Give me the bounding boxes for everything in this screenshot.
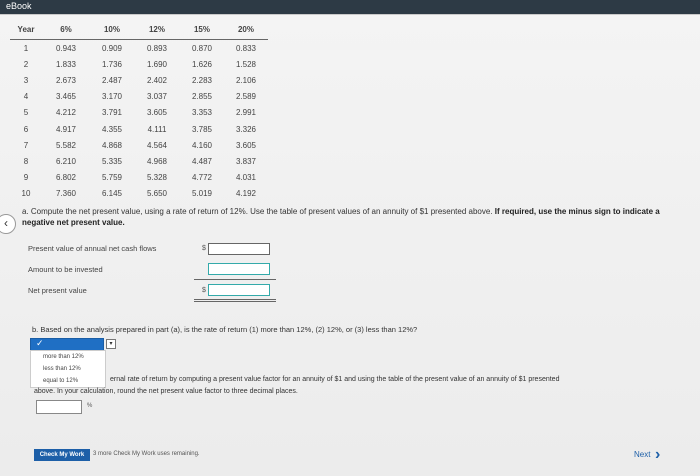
factor-cell: 5.582 [55, 140, 77, 150]
factor-cell: 2.991 [235, 108, 257, 118]
year-cell: 10 [21, 189, 31, 199]
dropdown-option[interactable]: equal to 12% [43, 378, 79, 384]
factor-cell: 3.791 [101, 108, 123, 118]
dropdown-option[interactable]: less than 12% [43, 366, 81, 372]
table-row [10, 121, 268, 137]
sum-rule [194, 279, 276, 280]
total-rule-double [194, 301, 276, 302]
table-row [10, 56, 268, 72]
factor-cell: 4.355 [101, 124, 123, 134]
check-my-work-button[interactable]: Check My Work [34, 449, 90, 461]
percent-label: % [87, 403, 93, 409]
factor-cell: 3.785 [191, 124, 213, 134]
factor-cell: 4.772 [191, 173, 213, 183]
factor-cell: 3.170 [101, 92, 123, 102]
dollar-sign: $ [202, 287, 206, 294]
factor-cell: 1.690 [146, 59, 168, 69]
question-a-text: a. Compute the net present value, using a rate of return of 12%. Use the table of present values of an annuity of $1 presented above. [22, 207, 493, 216]
total-rule [194, 299, 276, 300]
factor-cell: 4.031 [235, 173, 257, 183]
year-cell: 2 [23, 59, 29, 69]
amount-invested-input[interactable] [208, 263, 270, 275]
year-cell: 8 [23, 156, 29, 166]
factor-cell: 4.564 [146, 140, 168, 150]
factor-cell: 6.210 [55, 156, 77, 166]
factor-cell: 2.283 [191, 75, 213, 85]
divider [0, 14, 700, 15]
irr-input[interactable] [36, 400, 82, 414]
factor-cell: 3.605 [235, 140, 257, 150]
year-cell: 9 [23, 173, 29, 183]
question-c-text-2: above. In your calculation, round the net present value factor to three decimal places. [34, 388, 298, 395]
factor-cell: 2.487 [101, 75, 123, 85]
factor-cell: 3.837 [235, 156, 257, 166]
factor-cell: 5.328 [146, 173, 168, 183]
question-a [22, 206, 692, 228]
back-arrow-icon[interactable]: ‹ [0, 214, 16, 234]
table-row [10, 72, 268, 88]
col-12pct: 12% [134, 20, 180, 40]
factor-cell: 4.487 [191, 156, 213, 166]
col-year: Year [10, 20, 42, 40]
question-a-bold: If required, use the minus sign to indicate a negative net present value. [22, 207, 660, 227]
factor-cell: 6.145 [101, 189, 123, 199]
year-cell: 4 [23, 92, 29, 102]
factor-cell: 0.943 [55, 43, 77, 53]
factor-cell: 0.833 [235, 43, 257, 53]
table-row [10, 40, 268, 57]
col-6pct: 6% [42, 20, 90, 40]
factor-cell: 0.870 [191, 43, 213, 53]
factor-cell: 4.917 [55, 124, 77, 134]
factor-cell: 3.326 [235, 124, 257, 134]
factor-cell: 2.855 [191, 92, 213, 102]
check-remaining-note: 3 more Check My Work uses remaining. [93, 451, 200, 457]
table-row [10, 89, 268, 105]
factor-cell: 5.019 [191, 189, 213, 199]
factor-cell: 3.353 [191, 108, 213, 118]
factor-cell: 4.868 [101, 140, 123, 150]
rate-dropdown [30, 350, 106, 388]
question-b-text: b. Based on the analysis prepared in part (a), is the rate of return (1) more than 12%, (2) 12%, or (3) less than 12%? [32, 325, 418, 334]
factor-cell: 2.589 [235, 92, 257, 102]
factor-cell: 0.893 [146, 43, 168, 53]
year-cell: 7 [23, 140, 29, 150]
annuity-table [10, 20, 268, 202]
factor-cell: 1.626 [191, 59, 213, 69]
table-row [10, 170, 268, 186]
factor-cell: 5.759 [101, 173, 123, 183]
factor-cell: 4.160 [191, 140, 213, 150]
next-arrow-icon[interactable]: › [655, 446, 661, 463]
dropdown-option[interactable]: more than 12% [43, 354, 84, 360]
app-title: eBook [6, 1, 32, 11]
col-15pct: 15% [180, 20, 224, 40]
factor-cell: 2.402 [146, 75, 168, 85]
next-button[interactable]: Next [634, 450, 651, 459]
npv-label: Net present value [28, 286, 87, 295]
factor-cell: 4.111 [147, 124, 167, 134]
factor-cell: 3.465 [55, 92, 77, 102]
factor-cell: 3.605 [146, 108, 168, 118]
table-row [10, 153, 268, 169]
table-row [10, 137, 268, 153]
factor-cell: 2.106 [235, 75, 257, 85]
amount-invested-label: Amount to be invested [28, 265, 103, 274]
col-10pct: 10% [90, 20, 134, 40]
factor-cell: 5.650 [146, 189, 168, 199]
year-cell: 6 [23, 124, 29, 134]
factor-cell: 4.212 [55, 108, 77, 118]
question-c-text: ernal rate of return by computing a present value factor for an annuity of $1 and using the table of the present value of an annuity of $1 presented [110, 376, 560, 383]
title-bar [0, 0, 700, 14]
factor-cell: 2.673 [55, 75, 77, 85]
col-20pct: 20% [224, 20, 268, 40]
table-row [10, 186, 268, 202]
year-cell: 3 [23, 75, 29, 85]
factor-cell: 4.968 [146, 156, 168, 166]
chevron-down-icon[interactable]: ▾ [106, 339, 116, 349]
table-header-row [10, 20, 268, 40]
factor-cell: 1.528 [235, 59, 257, 69]
factor-cell: 5.335 [101, 156, 123, 166]
factor-cell: 6.802 [55, 173, 77, 183]
pv-cash-flows-input[interactable] [208, 243, 270, 255]
year-cell: 1 [23, 43, 29, 53]
check-icon: ✓ [36, 338, 44, 348]
factor-cell: 1.833 [55, 59, 77, 69]
pv-cash-flows-label: Present value of annual net cash flows [28, 244, 157, 253]
factor-cell: 1.736 [101, 59, 123, 69]
npv-input[interactable] [208, 284, 270, 296]
factor-cell: 7.360 [55, 189, 77, 199]
factor-cell: 3.037 [146, 92, 168, 102]
factor-cell: 0.909 [101, 43, 123, 53]
table-row [10, 105, 268, 121]
dollar-sign: $ [202, 245, 206, 252]
factor-cell: 4.192 [235, 189, 257, 199]
year-cell: 5 [23, 108, 29, 118]
